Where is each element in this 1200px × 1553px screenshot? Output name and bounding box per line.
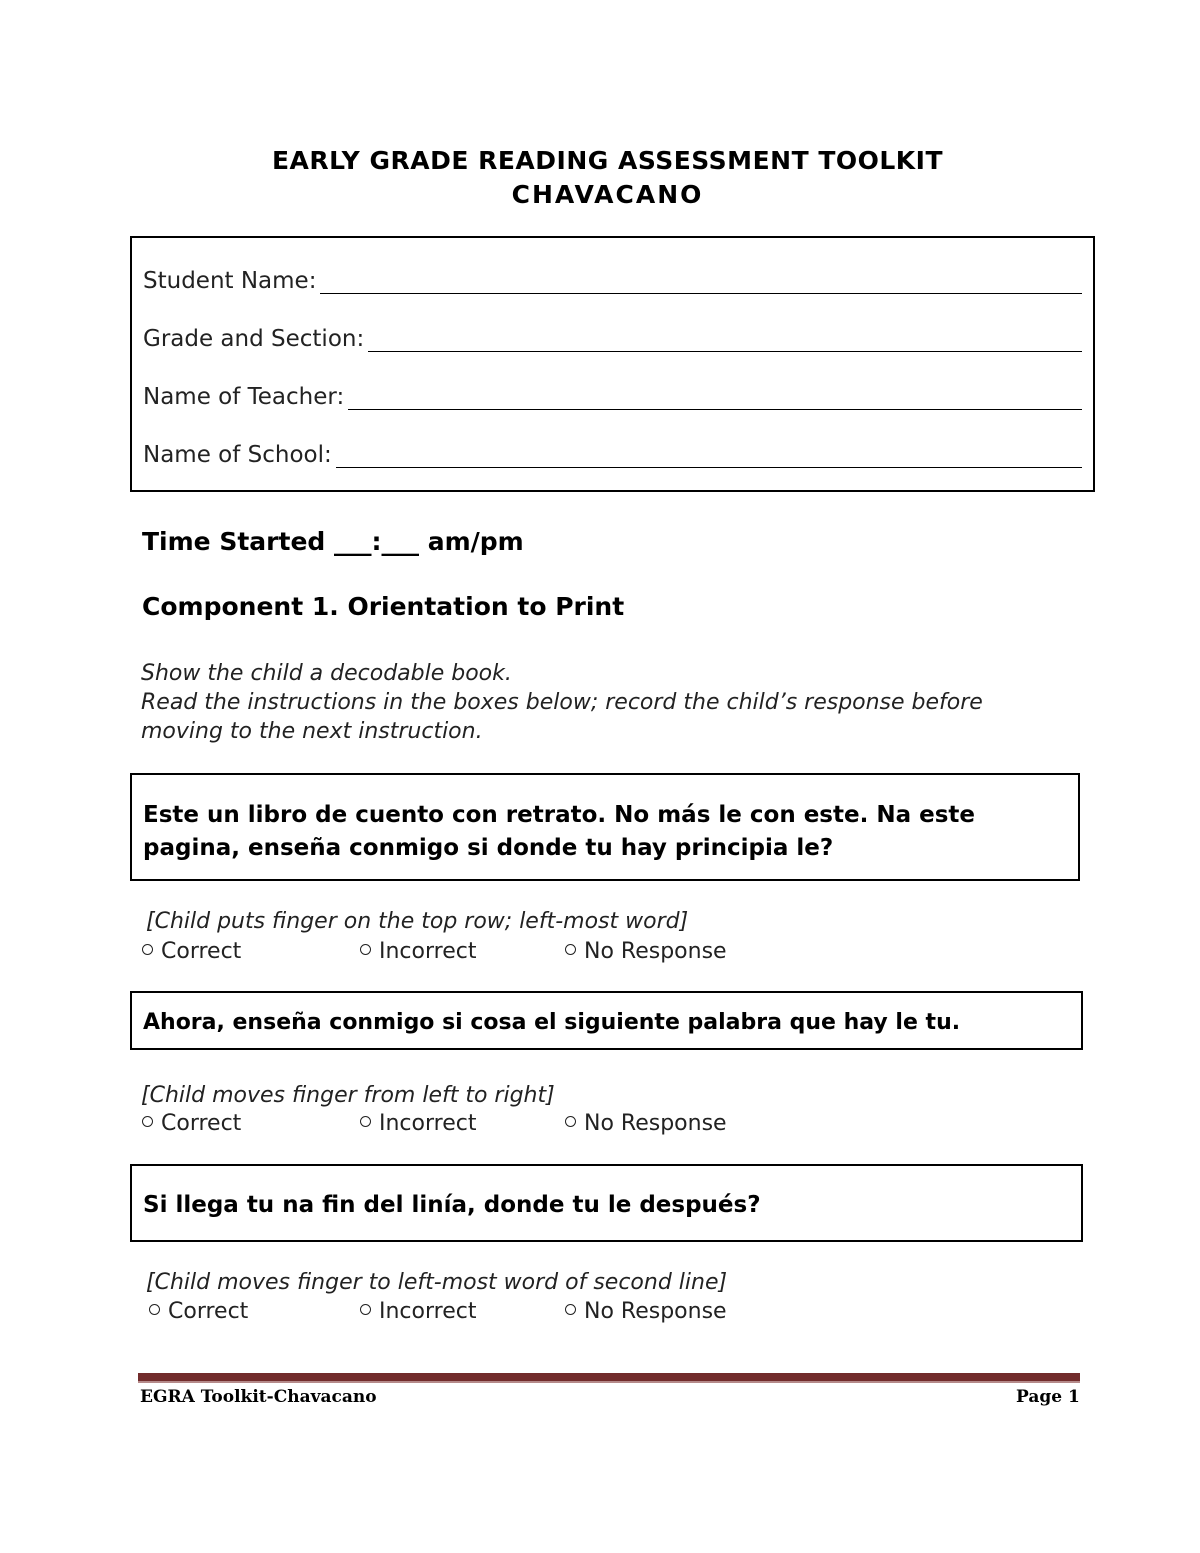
teacher-name-label: Name of Teacher: (143, 384, 345, 410)
option-no-response-3[interactable] (565, 1299, 727, 1324)
school-name-label: Name of School: (143, 442, 332, 468)
school-name-row (143, 442, 1082, 468)
option-incorrect-3[interactable] (360, 1299, 476, 1324)
prompt-box-2 (130, 991, 1083, 1050)
instruction-line-1: Show the child a decodable book. (141, 661, 512, 686)
prompt-text-1: Este un libro de cuento con retrato. No más le con este. Na este pagina, enseña conmigo si donde tu hay principia le? (143, 802, 975, 861)
instructions (141, 659, 1041, 746)
response-options-2 (142, 1111, 842, 1139)
option-label: Correct (161, 939, 242, 964)
prompt-box-1 (130, 773, 1080, 881)
response-options-1 (142, 939, 842, 967)
radio-icon[interactable] (360, 1116, 371, 1127)
expected-response-2: [Child moves finger from left to right] (141, 1083, 555, 1108)
footer-rule (138, 1373, 1080, 1381)
document-subtitle: CHAVACANO (511, 180, 704, 209)
prompt-text-3: Si llega tu na fin del linía, donde tu le después? (143, 1192, 761, 1218)
option-label: Incorrect (379, 939, 477, 964)
instruction-line-2: Read the instructions in the boxes below; record the child’s response before moving to the next instruction. (141, 690, 983, 744)
option-incorrect-2[interactable] (360, 1111, 476, 1136)
option-label: Incorrect (379, 1111, 477, 1136)
student-name-label: Student Name: (143, 268, 317, 294)
prompt-text-2: Ahora, enseña conmigo si cosa el siguiente palabra que hay le tu. (143, 1010, 961, 1035)
component-heading: Component 1. Orientation to Print (142, 592, 625, 621)
grade-section-row (143, 326, 1082, 352)
option-label: Correct (161, 1111, 242, 1136)
radio-icon[interactable] (360, 944, 371, 955)
option-correct-2[interactable] (142, 1111, 241, 1136)
grade-section-field[interactable] (368, 333, 1082, 352)
student-name-row (143, 268, 1082, 294)
student-name-field[interactable] (320, 275, 1082, 294)
teacher-name-field[interactable] (348, 391, 1082, 410)
radio-icon[interactable] (565, 1304, 576, 1315)
option-label: No Response (584, 1299, 727, 1324)
prompt-box-3 (130, 1164, 1083, 1242)
option-incorrect-1[interactable] (360, 939, 476, 964)
radio-icon[interactable] (565, 944, 576, 955)
expected-response-1: [Child puts finger on the top row; left-most word] (146, 909, 689, 934)
footer-page-number: Page 1 (1016, 1387, 1080, 1407)
option-label: No Response (584, 1111, 727, 1136)
option-correct-1[interactable] (142, 939, 241, 964)
student-info-box (130, 236, 1095, 492)
option-correct-3[interactable] (149, 1299, 248, 1324)
time-started: Time Started ___:___ am/pm (142, 527, 524, 556)
option-label: Correct (168, 1299, 249, 1324)
grade-section-label: Grade and Section: (143, 326, 365, 352)
response-options-3 (142, 1299, 842, 1327)
radio-icon[interactable] (149, 1304, 160, 1315)
footer-document-name: EGRA Toolkit-Chavacano (140, 1387, 377, 1407)
expected-response-3: [Child moves finger to left-most word of second line] (146, 1270, 728, 1295)
school-name-field[interactable] (336, 449, 1082, 468)
document-title: EARLY GRADE READING ASSESSMENT TOOLKIT (271, 146, 944, 175)
teacher-name-row (143, 384, 1082, 410)
radio-icon[interactable] (360, 1304, 371, 1315)
option-no-response-2[interactable] (565, 1111, 727, 1136)
option-label: Incorrect (379, 1299, 477, 1324)
option-no-response-1[interactable] (565, 939, 727, 964)
radio-icon[interactable] (142, 944, 153, 955)
radio-icon[interactable] (565, 1116, 576, 1127)
option-label: No Response (584, 939, 727, 964)
radio-icon[interactable] (142, 1116, 153, 1127)
